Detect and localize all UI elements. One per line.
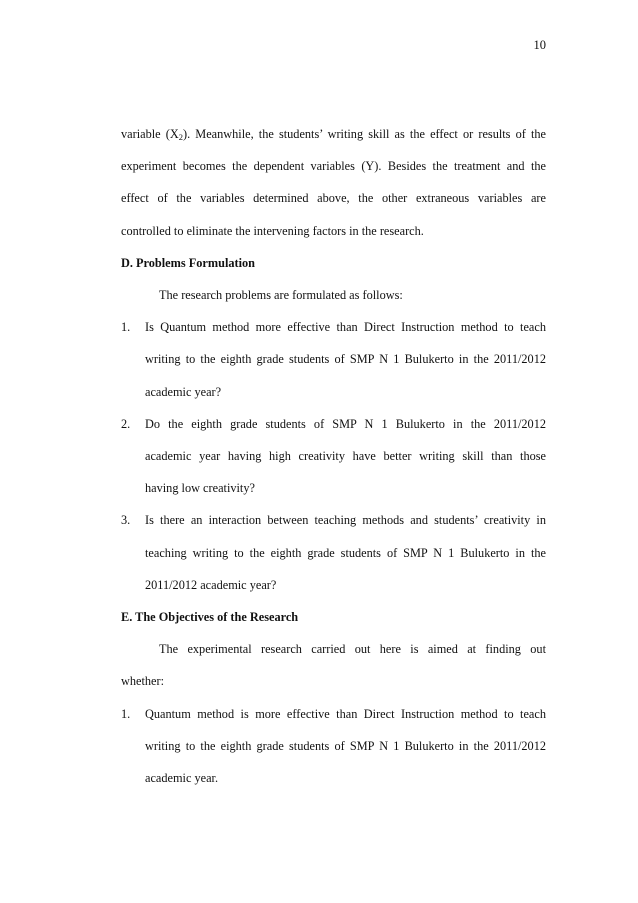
section-d-lead: The research problems are formulated as follows: [159,288,403,303]
intro-line-1-end: ). Meanwhile, the students’ writing skill as the effect or results of the [182,127,546,141]
objective-item-1 [121,698,546,795]
section-e-heading: E. The Objectives of the Research [121,610,299,625]
page-content [121,118,546,794]
intro-line-1-start: variable (X [121,127,179,141]
objective-1-line-1: Quantum method is more effective than Direct Instruction method to teach [145,706,546,721]
problem-3-line-3: 2011/2012 academic year? [145,577,277,592]
intro-subscript: 2 [178,132,183,142]
intro-line-3: effect of the variables determined above, the other extraneous variables are [121,191,546,206]
page-number: 10 [533,38,546,52]
objective-1-line-2: writing to the eighth grade students of SMP N 1 Bulukerto in the 2011/2012 [145,738,546,753]
section-d-heading: D. Problems Formulation [121,255,256,270]
problem-item-number: 1. [121,320,131,335]
objective-1-line-3: academic year. [145,771,219,786]
intro-line-1 [121,118,546,150]
intro-line-2: experiment becomes the dependent variables (Y). Besides the treatment and the [121,159,546,174]
problem-item-1 [121,311,546,408]
problem-item-number: 3. [121,513,131,528]
problem-item-2 [121,408,546,505]
problem-2-line-2: academic year having high creativity have better writing skill than those [145,449,546,464]
problem-3-line-2: teaching writing to the eighth grade students of SMP N 1 Bulukerto in the [145,545,546,560]
section-e-lead-line-1: The experimental research carried out here is aimed at finding out [159,642,546,657]
objective-item-number: 1. [121,706,131,721]
section-e-lead-line-2: whether: [121,674,165,689]
intro-paragraph [121,118,546,247]
problem-1-line-1: Is Quantum method more effective than Direct Instruction method to teach [145,320,546,335]
intro-line-4: controlled to eliminate the intervening factors in the research. [121,223,424,238]
problem-1-line-2: writing to the eighth grade students of SMP N 1 Bulukerto in the 2011/2012 [145,352,546,367]
problem-item-3 [121,504,546,601]
problem-2-line-3: having low creativity? [145,481,255,496]
problem-3-line-1: Is there an interaction between teaching methods and students’ creativity in [145,513,546,528]
problem-item-number: 2. [121,416,131,431]
problem-2-line-1: Do the eighth grade students of SMP N 1 Bulukerto in the 2011/2012 [145,416,546,431]
problem-1-line-3: academic year? [145,384,222,399]
